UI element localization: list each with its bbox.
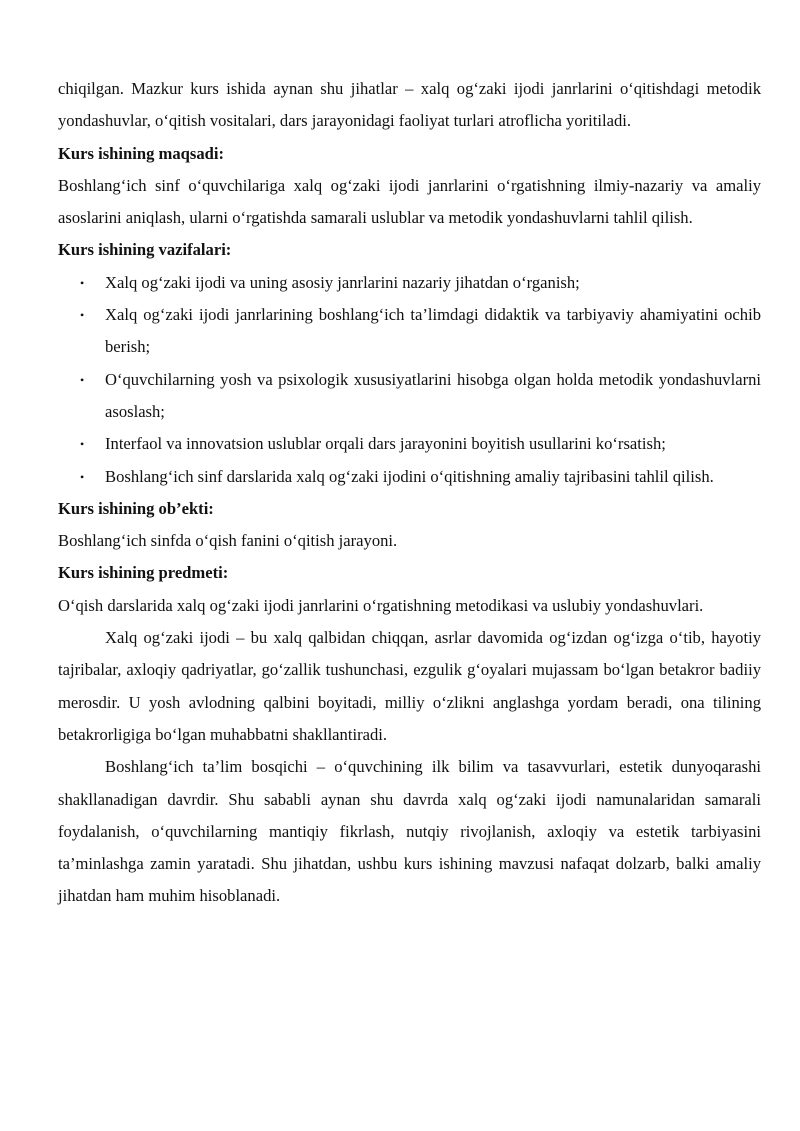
goal-paragraph: Boshlang‘ich sinf o‘quvchilariga xalq og‘zaki ijodi janrlarini o‘rgatishning ilmiy-nazariy va amaliy asoslarini aniqlash, ularni o‘rgatishda samarali uslublar va metodik yondashuvlarni tahlil qilish. — [58, 175, 761, 228]
bullet-icon: • — [80, 437, 85, 452]
goal-heading: Kurs ishining maqsadi: — [58, 143, 224, 163]
body-paragraph: Boshlang‘ich ta’lim bosqichi – o‘quvchining ilk bilim va tasavvurlari, estetik dunyoqarashi shakllanadigan davrdir. Shu sababli aynan shu davrda xalq og‘zaki ijodi namunalaridan samarali foydalanish, o‘quvchilarning mantiqiy fikrlash, nutqiy rivojlanish, axloqiy va estetik tarbiyasini ta’minlashga zamin yaratadi. Shu jihatdan, ushbu kurs ishining mavzusi nafaqat dolzarb, balki amaliy jihatdan ham muhim hisoblanadi. — [58, 757, 761, 906]
list-item-text: Xalq og‘zaki ijodi janrlarining boshlang‘ich ta’limdagi didaktik va tarbiyaviy ahamiyatini ochib berish; — [105, 305, 761, 357]
body-paragraph: Xalq og‘zaki ijodi – bu xalq qalbidan chiqqan, asrlar davomida og‘izdan og‘izga o‘tib, hayotiy tajribalar, axloqiy qadriyatlar, go‘zallik tushunchasi, ezgulik g‘oyalari mujassam bo‘lgan betakror badiiy merosdir. U yosh avlodning qalbini boyitadi, milliy o‘zlikni anglashga yordam beradi, ona tilining betakrorligiga bo‘lgan muhabbatni shakllantiradi. — [58, 628, 761, 744]
bullet-icon: • — [80, 308, 85, 323]
list-item — [58, 299, 761, 364]
subject-paragraph: O‘qish darslarida xalq og‘zaki ijodi janrlarini o‘rgatishning metodikasi va uslubiy yondashuvlari. — [58, 595, 704, 615]
document-page — [58, 73, 761, 913]
list-item — [58, 461, 761, 493]
bullet-icon: • — [80, 469, 85, 484]
list-item — [58, 428, 761, 460]
subject-heading: Kurs ishining predmeti: — [58, 563, 229, 583]
list-item-text: Xalq og‘zaki ijodi va uning asosiy janrlarini nazariy jihatdan o‘rganish; — [105, 272, 580, 292]
list-item — [58, 364, 761, 429]
object-heading: Kurs ishining ob’ekti: — [58, 498, 214, 518]
intro-paragraph: chiqilgan. Mazkur kurs ishida aynan shu jihatlar – xalq og‘zaki ijodi janrlarini o‘qitishdagi metodik yondashuvlar, o‘qitish vositalari, dars jarayonidagi faoliyat turlari atroflicha yoritiladi. — [58, 79, 761, 131]
list-item-text: O‘quvchilarning yosh va psixologik xususiyatlarini hisobga olgan holda metodik yondashuvlarni asoslash; — [105, 369, 761, 421]
tasks-list — [58, 267, 761, 493]
bullet-icon: • — [80, 275, 85, 290]
object-paragraph: Boshlang‘ich sinfda o‘qish fanini o‘qitish jarayoni. — [58, 531, 398, 551]
tasks-heading: Kurs ishining vazifalari: — [58, 240, 232, 260]
bullet-icon: • — [80, 372, 85, 387]
list-item — [58, 267, 761, 299]
list-item-text: Interfaol va innovatsion uslublar orqali dars jarayonini boyitish usullarini ko‘rsatish; — [105, 434, 666, 454]
list-item-text: Boshlang‘ich sinf darslarida xalq og‘zaki ijodini o‘qitishning amaliy tajribasini tahlil qilish. — [105, 466, 714, 486]
